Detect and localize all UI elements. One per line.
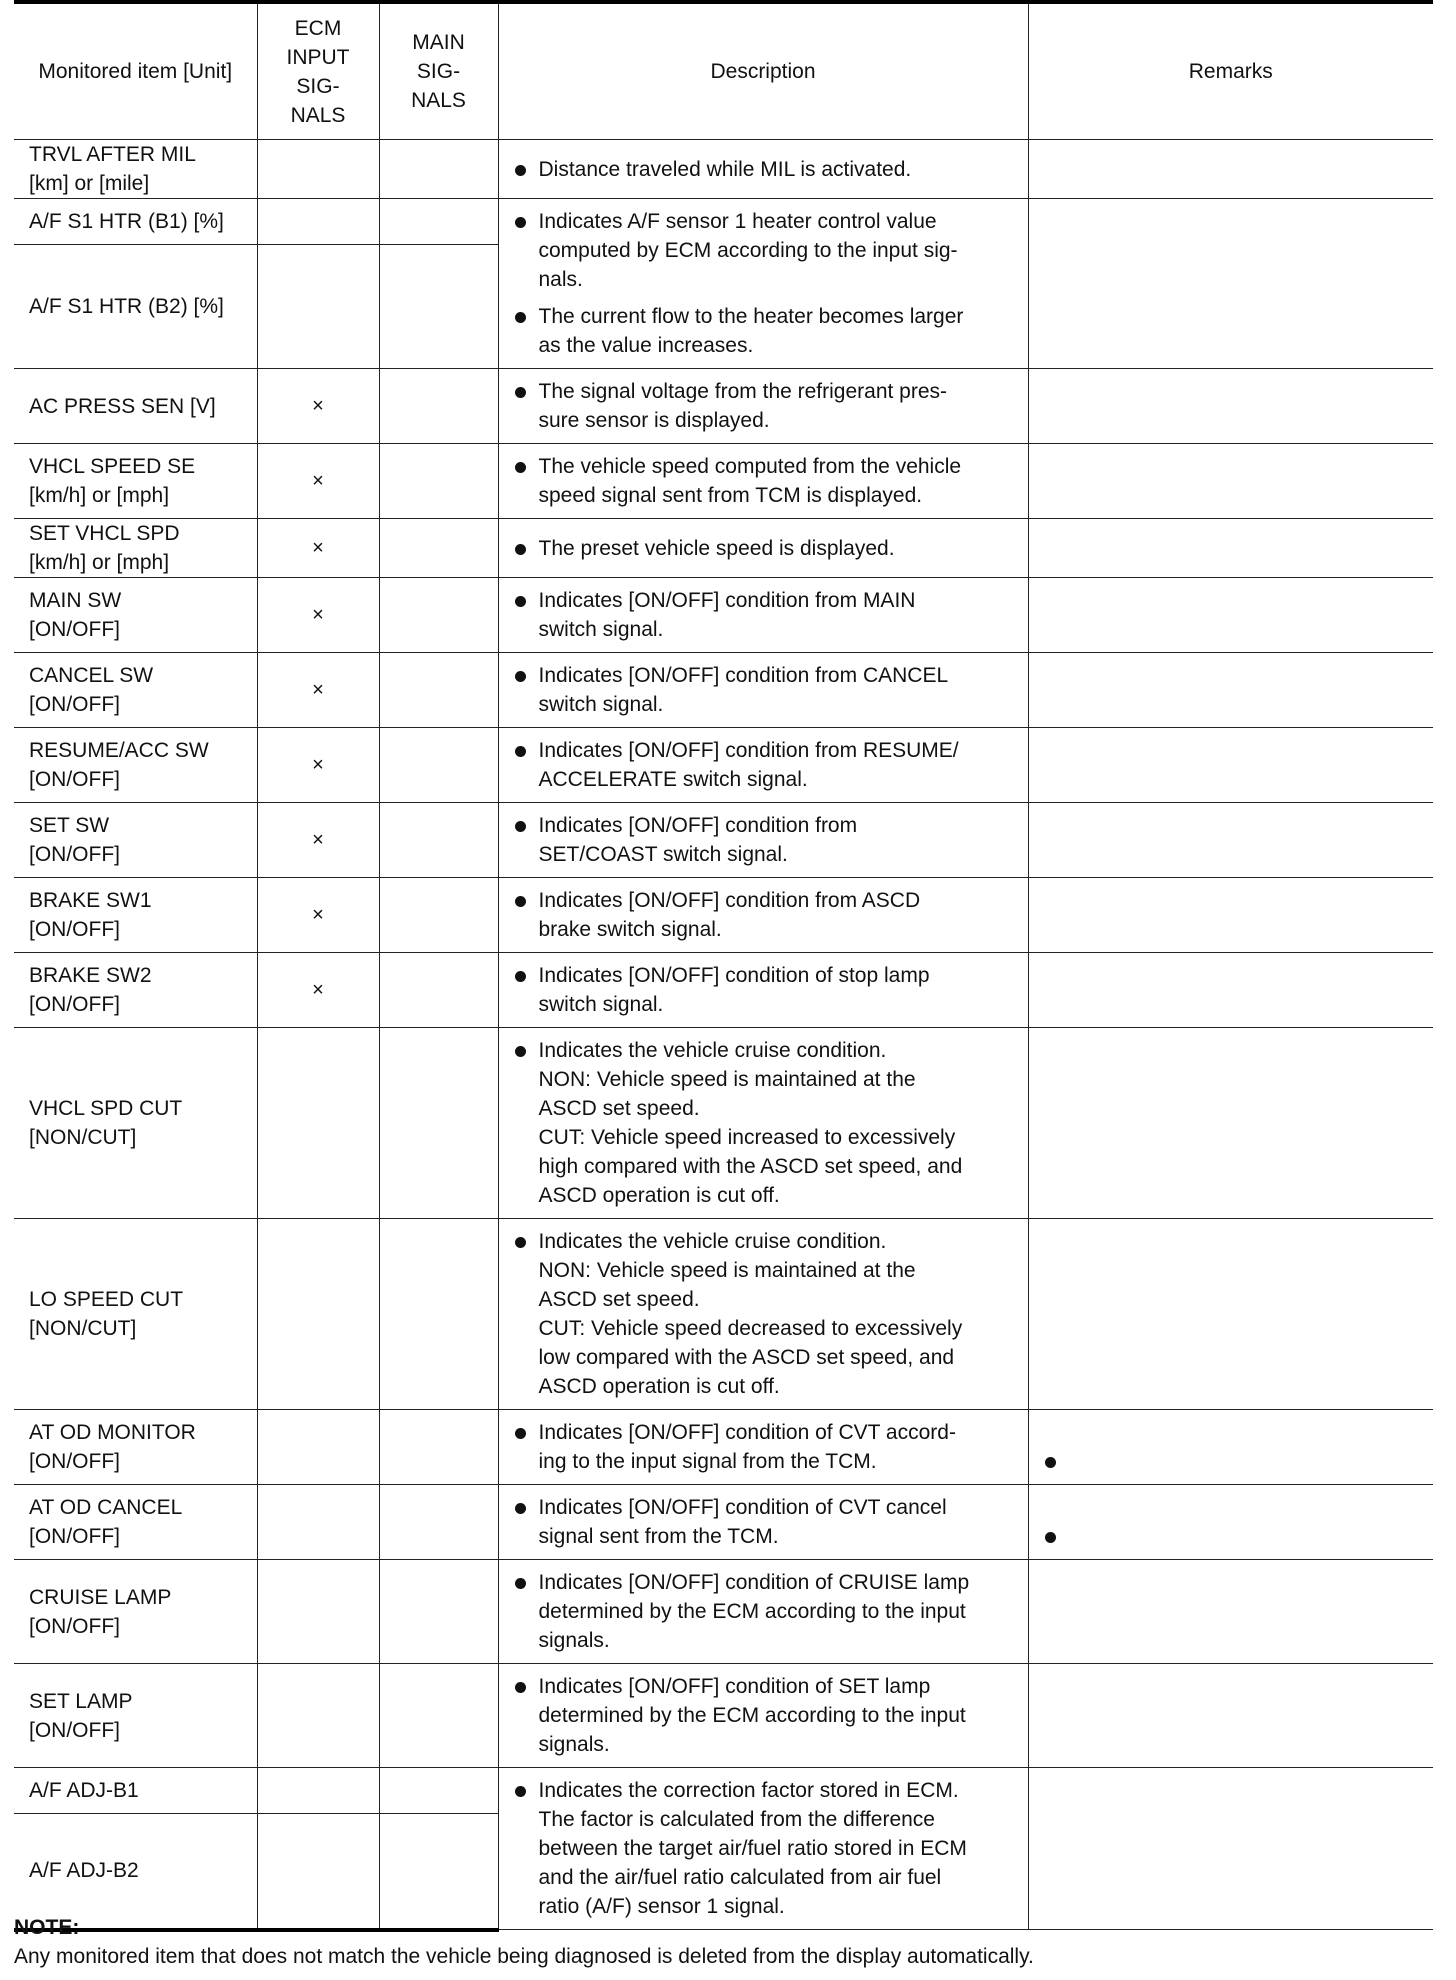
description-line: determined by the ECM according to the input — [538, 1600, 966, 1623]
table-row — [14, 519, 1433, 578]
ecm-input-signal-cell — [257, 1028, 379, 1219]
description-bullet-item — [514, 1036, 1013, 1210]
note-title: NOTE: — [14, 1916, 80, 1939]
ecm-input-signal-cell — [257, 1485, 379, 1560]
description-line: Indicates the correction factor stored in ECM. — [538, 1779, 959, 1802]
remarks-cell — [1028, 578, 1433, 653]
description-line: high compared with the ASCD set speed, and — [538, 1155, 963, 1178]
description-cell — [498, 1560, 1028, 1664]
monitored-item-line: VHCL SPD CUT — [29, 1097, 183, 1120]
monitored-item-line: BRAKE SW1 — [29, 889, 152, 912]
bullet-icon — [515, 821, 526, 832]
ecm-input-mark: × — [312, 469, 324, 492]
description-bullet-item — [514, 452, 1013, 510]
description-list — [514, 886, 1013, 944]
table-row — [14, 1028, 1433, 1219]
description-cell — [498, 1664, 1028, 1768]
table-row — [14, 653, 1433, 728]
description-line: Indicates [ON/OFF] condition of SET lamp — [538, 1675, 931, 1698]
main-signal-cell — [379, 140, 498, 199]
monitored-item-line: [km] or [mile] — [29, 172, 150, 195]
description-bullet-item — [514, 377, 1013, 435]
header-text-line: SIG- — [296, 74, 340, 98]
monitored-item-line: [ON/OFF] — [29, 1525, 120, 1548]
bullet-icon — [515, 1503, 526, 1514]
description-list — [514, 377, 1013, 435]
table-row — [14, 1485, 1433, 1560]
description-cell — [498, 1219, 1028, 1410]
ecm-input-signal-cell — [257, 878, 379, 953]
description-bullet-item — [514, 1418, 1013, 1476]
remarks-cell — [1028, 1664, 1433, 1768]
description-bullet-item — [514, 1227, 1013, 1401]
header-text-line: NALS — [290, 103, 346, 127]
monitored-item-cell — [14, 1219, 257, 1410]
bullet-icon — [515, 1046, 526, 1057]
ecm-input-signal-cell — [257, 1768, 379, 1814]
description-line: switch signal. — [538, 693, 664, 716]
ecm-input-mark: × — [312, 978, 324, 1001]
bullet-icon — [515, 746, 526, 757]
remarks-cell — [1028, 1485, 1433, 1560]
monitored-item-line: MAIN SW — [29, 589, 122, 612]
description-line: CUT: Vehicle speed decreased to excessively — [538, 1317, 963, 1340]
description-list — [514, 1227, 1013, 1401]
bullet-icon — [515, 312, 526, 323]
description-line: signal sent from the TCM. — [538, 1525, 779, 1548]
remarks-cell — [1028, 140, 1433, 199]
table-row — [14, 444, 1433, 519]
description-line: ACCELERATE switch signal. — [538, 768, 808, 791]
description-bullet-item — [514, 155, 1013, 184]
monitored-item-line: CRUISE LAMP — [29, 1585, 172, 1609]
table-row — [14, 369, 1433, 444]
main-signal-cell — [379, 369, 498, 444]
ecm-input-signal-cell — [257, 369, 379, 444]
description-cell — [498, 1028, 1028, 1219]
main-signal-cell — [379, 245, 498, 369]
table-row — [14, 140, 1433, 199]
description-line: Indicates [ON/OFF] condition of CRUISE lamp — [538, 1571, 970, 1594]
description-line: low compared with the ASCD set speed, and — [538, 1346, 955, 1369]
ecm-input-signal-cell — [257, 140, 379, 199]
header-ecm-input-signals — [257, 2, 379, 140]
monitored-item-line: SET SW — [29, 814, 110, 837]
monitored-item-line: [ON/OFF] — [29, 993, 120, 1016]
description-bullet-item — [514, 534, 1013, 563]
bullet-icon — [515, 1786, 526, 1797]
description-line: Indicates the vehicle cruise condition. — [538, 1039, 887, 1062]
ecm-input-mark: × — [312, 603, 324, 626]
description-bullet-item — [514, 302, 1013, 360]
description-line: ing to the input signal from the TCM. — [538, 1450, 877, 1473]
description-line: nals. — [538, 268, 583, 291]
remarks-cell — [1028, 1219, 1433, 1410]
monitored-item-line: A/F ADJ-B1 — [29, 1778, 139, 1802]
monitored-item-line: RESUME/ACC SW — [29, 739, 209, 762]
description-bullet-item — [514, 1672, 1013, 1759]
main-signal-cell — [379, 578, 498, 653]
monitored-item-cell — [14, 1410, 257, 1485]
ecm-input-signal-cell — [257, 1410, 379, 1485]
bullet-icon — [515, 671, 526, 682]
description-list — [514, 1418, 1013, 1476]
monitored-item-cell — [14, 728, 257, 803]
description-bullet-item — [514, 886, 1013, 944]
description-line: between the target air/fuel ratio stored in ECM — [538, 1837, 967, 1860]
bullet-icon — [515, 217, 526, 228]
monitored-item-line: [ON/OFF] — [29, 918, 120, 941]
monitored-item-line: [km/h] or [mph] — [29, 551, 170, 574]
table-row — [14, 578, 1433, 653]
description-line: The vehicle speed computed from the vehicle — [538, 455, 962, 478]
ecm-input-mark: × — [312, 828, 324, 851]
ecm-input-signal-cell — [257, 803, 379, 878]
header-text-line: SIG- — [416, 60, 461, 83]
main-signal-cell — [379, 803, 498, 878]
monitor-item-sheet — [14, 0, 1433, 1932]
monitored-item-line: BRAKE SW2 — [29, 964, 152, 987]
table-row — [14, 878, 1433, 953]
description-cell — [498, 653, 1028, 728]
description-list — [514, 1036, 1013, 1210]
header-monitored-item: Monitored item [Unit] — [14, 2, 257, 140]
description-line: Indicates [ON/OFF] condition from CANCEL — [538, 664, 949, 687]
description-line: sure sensor is displayed. — [538, 409, 770, 432]
header-text-line: ECM — [294, 16, 342, 40]
description-line: Indicates [ON/OFF] condition of CVT cancel — [538, 1496, 947, 1519]
bullet-icon — [515, 1682, 526, 1693]
description-line: switch signal. — [538, 618, 664, 641]
monitored-item-line: SET LAMP — [29, 1689, 133, 1713]
ecm-input-signal-cell — [257, 245, 379, 369]
monitored-item-line: AT OD MONITOR — [29, 1421, 196, 1444]
monitored-item-line: AC PRESS SEN [V] — [29, 394, 216, 418]
monitored-item-line: LO SPEED CUT — [29, 1288, 184, 1311]
ecm-input-signal-cell — [257, 444, 379, 519]
remarks-cell — [1028, 1028, 1433, 1219]
monitored-item-line: TRVL AFTER MIL — [29, 143, 196, 166]
header-remarks: Remarks — [1028, 2, 1433, 140]
monitored-item-line: [ON/OFF] — [29, 618, 120, 641]
main-signal-cell — [379, 1485, 498, 1560]
description-line: The factor is calculated from the difference — [538, 1808, 935, 1831]
ecm-input-mark: × — [312, 903, 324, 926]
table-row — [14, 1768, 1433, 1814]
monitored-item-cell — [14, 1028, 257, 1219]
description-bullet-item — [514, 961, 1013, 1019]
monitored-item-line: [ON/OFF] — [29, 768, 120, 791]
description-line: SET/COAST switch signal. — [538, 843, 788, 866]
description-line: Indicates [ON/OFF] condition from — [538, 814, 858, 837]
monitored-item-line: [ON/OFF] — [29, 843, 120, 866]
header-text-line: INPUT — [286, 45, 350, 69]
bullet-icon — [1045, 1532, 1056, 1543]
description-bullet-item — [514, 586, 1013, 644]
description-list — [514, 661, 1013, 719]
monitored-item-cell — [14, 653, 257, 728]
bullet-icon — [1045, 1457, 1056, 1468]
description-list — [514, 1493, 1013, 1551]
description-line: ASCD set speed. — [538, 1097, 700, 1120]
remarks-cell — [1028, 728, 1433, 803]
description-list — [514, 811, 1013, 869]
bullet-icon — [515, 1578, 526, 1589]
remarks-cell — [1028, 369, 1433, 444]
main-signal-cell — [379, 1219, 498, 1410]
description-list — [514, 736, 1013, 794]
monitored-item-cell — [14, 444, 257, 519]
description-cell — [498, 444, 1028, 519]
description-line: brake switch signal. — [538, 918, 722, 941]
main-signal-cell — [379, 1664, 498, 1768]
description-list — [514, 155, 1013, 184]
monitored-item-cell — [14, 199, 257, 245]
description-cell — [498, 1768, 1028, 1930]
description-cell — [498, 728, 1028, 803]
ecm-input-signal-cell — [257, 199, 379, 245]
description-bullet-item — [514, 1568, 1013, 1655]
header-text-line: MAIN — [412, 31, 465, 54]
monitored-item-line: [km/h] or [mph] — [29, 484, 170, 507]
description-line: Indicates [ON/OFF] condition from MAIN — [538, 589, 916, 612]
description-line: NON: Vehicle speed is maintained at the — [538, 1259, 916, 1282]
description-bullet-item — [514, 1493, 1013, 1551]
description-line: Indicates [ON/OFF] condition from ASCD — [538, 889, 921, 912]
description-cell — [498, 140, 1028, 199]
main-signal-cell — [379, 519, 498, 578]
ecm-input-signal-cell — [257, 1219, 379, 1410]
monitored-item-line: [ON/OFF] — [29, 1718, 120, 1742]
description-line: ASCD operation is cut off. — [538, 1375, 780, 1398]
bullet-icon — [515, 165, 526, 176]
header-main-signals — [379, 2, 498, 140]
main-signal-cell — [379, 1560, 498, 1664]
monitored-item-cell — [14, 578, 257, 653]
monitored-item-cell — [14, 245, 257, 369]
main-signal-cell — [379, 728, 498, 803]
description-line: CUT: Vehicle speed increased to excessively — [538, 1126, 956, 1149]
main-signal-cell — [379, 653, 498, 728]
description-line: and the air/fuel ratio calculated from air fuel — [538, 1866, 942, 1889]
remarks-cell — [1028, 1768, 1433, 1930]
description-list — [514, 1672, 1013, 1759]
monitored-item-line: [NON/CUT] — [29, 1317, 137, 1340]
description-line: as the value increases. — [538, 334, 754, 357]
description-cell — [498, 199, 1028, 369]
ecm-input-signal-cell — [257, 953, 379, 1028]
table-body — [14, 140, 1433, 1930]
description-line: Indicates [ON/OFF] condition of CVT accord- — [538, 1421, 956, 1444]
description-bullet-item — [514, 207, 1013, 294]
remarks-cell — [1028, 444, 1433, 519]
monitored-item-cell — [14, 1560, 257, 1664]
bullet-icon — [515, 971, 526, 982]
description-line: Indicates the vehicle cruise condition. — [538, 1230, 887, 1253]
bullet-icon — [515, 544, 526, 555]
description-line: signals. — [538, 1629, 610, 1652]
monitored-item-line: A/F S1 HTR (B2) [%] — [29, 295, 224, 318]
table-row — [14, 199, 1433, 245]
description-list — [514, 1776, 1013, 1921]
description-bullet-item — [514, 736, 1013, 794]
monitored-items-table — [14, 0, 1433, 1932]
table-row — [14, 1410, 1433, 1485]
monitored-item-line: VHCL SPEED SE — [29, 455, 196, 478]
description-line: NON: Vehicle speed is maintained at the — [538, 1068, 916, 1091]
table-row — [14, 953, 1433, 1028]
description-line: ratio (A/F) sensor 1 signal. — [538, 1895, 785, 1918]
table-row — [14, 1219, 1433, 1410]
monitored-item-line: [NON/CUT] — [29, 1126, 137, 1149]
description-line: The preset vehicle speed is displayed. — [538, 536, 895, 560]
ecm-input-signal-cell — [257, 519, 379, 578]
header-description: Description — [498, 2, 1028, 140]
note-text: Any monitored item that does not match the vehicle being diagnosed is deleted from the display automatically. — [14, 1945, 1034, 1968]
description-line: speed signal sent from TCM is displayed. — [538, 484, 923, 507]
table-header-row — [14, 2, 1433, 140]
main-signal-cell — [379, 1028, 498, 1219]
description-line: ASCD set speed. — [538, 1288, 700, 1311]
main-signal-cell — [379, 1768, 498, 1814]
monitored-item-line: [ON/OFF] — [29, 1450, 120, 1473]
description-cell — [498, 1485, 1028, 1560]
description-line: determined by the ECM according to the input — [538, 1704, 966, 1727]
monitored-item-line: A/F S1 HTR (B1) [%] — [29, 210, 224, 233]
description-line: Indicates [ON/OFF] condition of stop lamp — [538, 964, 930, 987]
main-signal-cell — [379, 444, 498, 519]
monitored-item-cell — [14, 878, 257, 953]
description-line: computed by ECM according to the input sig- — [538, 239, 958, 262]
description-list — [514, 207, 1013, 360]
monitored-item-line: [ON/OFF] — [29, 693, 120, 716]
table-row — [14, 728, 1433, 803]
ecm-input-mark: × — [312, 753, 324, 776]
description-line: ASCD operation is cut off. — [538, 1184, 780, 1207]
main-signal-cell — [379, 878, 498, 953]
description-list — [514, 961, 1013, 1019]
header-text-line: NALS — [411, 89, 466, 112]
description-cell — [498, 878, 1028, 953]
description-cell — [498, 578, 1028, 653]
ecm-input-signal-cell — [257, 653, 379, 728]
monitored-item-line: CANCEL SW — [29, 664, 154, 687]
bullet-icon — [515, 1428, 526, 1439]
ecm-input-signal-cell — [257, 578, 379, 653]
remarks-cell — [1028, 1410, 1433, 1485]
remarks-cell — [1028, 1560, 1433, 1664]
description-line: Indicates A/F sensor 1 heater control value — [538, 210, 937, 233]
main-signal-cell — [379, 1410, 498, 1485]
ecm-input-mark: × — [312, 394, 324, 417]
remarks-cell — [1028, 653, 1433, 728]
table-row — [14, 803, 1433, 878]
table-row — [14, 1664, 1433, 1768]
remarks-cell — [1028, 878, 1433, 953]
description-cell — [498, 1410, 1028, 1485]
ecm-input-signal-cell — [257, 1560, 379, 1664]
description-cell — [498, 369, 1028, 444]
description-list — [514, 586, 1013, 644]
monitored-item-line: A/F ADJ-B2 — [29, 1859, 139, 1882]
description-cell — [498, 519, 1028, 578]
description-line: The current flow to the heater becomes larger — [538, 305, 964, 328]
monitored-item-cell — [14, 803, 257, 878]
monitored-item-cell — [14, 1768, 257, 1814]
remarks-cell — [1028, 199, 1433, 369]
monitored-item-cell — [14, 369, 257, 444]
ecm-input-signal-cell — [257, 728, 379, 803]
note-block — [14, 1913, 1034, 1971]
remarks-cell — [1028, 803, 1433, 878]
monitored-item-line: AT OD CANCEL — [29, 1496, 183, 1519]
description-line: Indicates [ON/OFF] condition from RESUME/ — [538, 739, 959, 762]
description-cell — [498, 953, 1028, 1028]
bullet-icon — [515, 1237, 526, 1248]
ecm-input-mark: × — [312, 536, 324, 559]
description-bullet-item — [514, 811, 1013, 869]
ecm-input-mark: × — [312, 678, 324, 701]
bullet-icon — [515, 387, 526, 398]
description-cell — [498, 803, 1028, 878]
main-signal-cell — [379, 199, 498, 245]
description-list — [514, 1568, 1013, 1655]
remarks-cell — [1028, 519, 1433, 578]
main-signal-cell — [379, 953, 498, 1028]
description-bullet-item — [514, 1776, 1013, 1921]
monitored-item-cell — [14, 953, 257, 1028]
description-line: switch signal. — [538, 993, 664, 1016]
monitored-item-line: [ON/OFF] — [29, 1614, 120, 1638]
description-line: The signal voltage from the refrigerant pres- — [538, 380, 948, 403]
bullet-icon — [515, 462, 526, 473]
description-bullet-item — [514, 661, 1013, 719]
bullet-icon — [515, 896, 526, 907]
remarks-cell — [1028, 953, 1433, 1028]
monitored-item-line: SET VHCL SPD — [29, 522, 180, 545]
description-line: signals. — [538, 1733, 610, 1756]
description-list — [514, 534, 1013, 563]
description-line: Distance traveled while MIL is activated. — [538, 157, 912, 181]
monitored-item-cell — [14, 140, 257, 199]
table-row — [14, 1560, 1433, 1664]
ecm-input-signal-cell — [257, 1664, 379, 1768]
monitored-item-cell — [14, 1485, 257, 1560]
monitored-item-cell — [14, 1664, 257, 1768]
bullet-icon — [515, 596, 526, 607]
monitored-item-cell — [14, 519, 257, 578]
description-list — [514, 452, 1013, 510]
